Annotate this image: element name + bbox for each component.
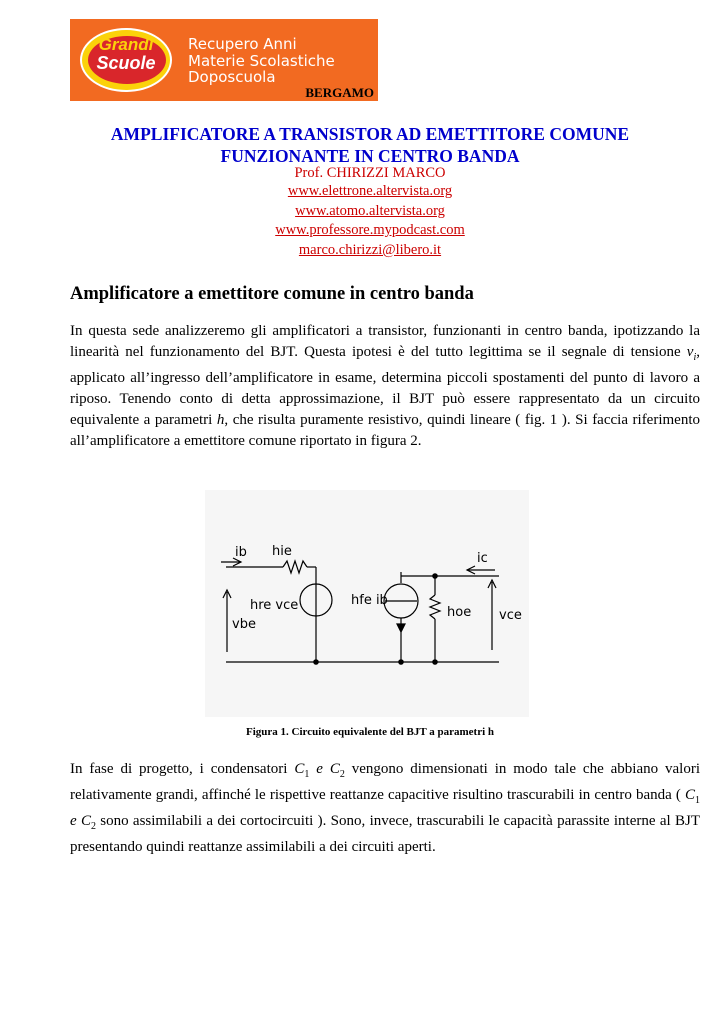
arrow-down [397,624,405,632]
junction-dot [314,660,318,664]
junction-dot [399,660,403,664]
link-podcast[interactable]: www.professore.mypodcast.com [275,222,465,238]
label-vce: vce [499,608,522,623]
circuit-diagram [205,490,529,717]
symbol-c2-sub: 2 [339,769,345,780]
label-ib: ib [235,545,247,560]
text-run: , applicato all’ingresso dell’amplificatore in esame, determina piccoli spostamenti del punto di lavoro a riposo. Tenendo conto di detta approssimazione, il BJT può essere rappresentato da un circuito equivalente a parametri [70,344,700,428]
banner-line: Recupero Anni [188,35,297,53]
paragraph-intro [70,321,700,452]
text-run: In questa sede analizzeremo gli amplificatori a transistor, funzionanti in centro banda, ipotizzando la linearità nel funzionamento del BJT. Questa ipotesi è del tutto legittima se il segnale di tensione [70,323,700,360]
symbol-c1: C [294,761,305,777]
symbol-h: h [216,412,225,428]
banner-line: Materie Scolastiche [188,51,335,70]
text-run: , che risulta puramente resistivo, quindi lineare ( fig. 1 ). Si faccia riferimento all’amplificatore a emettitore comune riportato in figura 2. [70,412,700,449]
city-label: BERGAMO [287,84,377,101]
label-hie: hie [272,544,292,559]
junction-dot [433,660,437,664]
banner-text [188,36,335,86]
link-email[interactable]: marco.chirizzi@libero.it [298,241,442,258]
label-hfe: hfe ib [351,593,388,608]
contact-links [40,182,700,260]
label-hre: hre vce [250,598,299,613]
symbol-c1-sub: 1 [695,795,700,806]
label-ic: ic [477,551,488,566]
title-line-2: FUNZIONANTE IN CENTRO BANDA [220,146,520,166]
figure-1 [205,490,529,717]
paragraph-design [70,759,700,858]
resistor-hoe [430,595,440,619]
symbol-c2-sub: 2 [90,821,96,832]
logo-text-top: Grandi [98,35,154,54]
junction-dot [433,574,437,578]
symbol-vi-sub: i [693,352,697,363]
symbol-c2: C [329,761,340,777]
document-title [40,123,700,167]
symbol-vi: v [686,344,694,360]
text-run: sono assimilabili a dei cortocircuiti ). Sono, invece, trascurabili le capacità parassite interne al BJT presentando quindi reattanze assimilabili a dei circuiti aperti. [70,813,700,855]
author-name: Prof. CHIRIZZI MARCO [294,165,446,181]
label-hoe: hoe [447,605,472,620]
banner-line: Doposcuola [188,68,276,86]
figure-caption: Figura 1. Circuito equivalente del BJT a parametri h [246,726,494,738]
title-line-1: AMPLIFICATORE A TRANSISTOR AD EMETTITORE COMUNE [110,124,630,144]
section-heading: Amplificatore a emettitore comune in centro banda [70,284,474,304]
symbol-e: e [70,813,81,829]
logo-text-bottom: Scuole [96,53,156,73]
link-atomo[interactable]: www.atomo.altervista.org [295,202,445,219]
text-run: vengono dimensionati in modo tale che abbiano valori relativamente grandi, affinché le rispettive reattanze capacitive risultino trascurabili in centro banda ( [70,761,701,803]
symbol-e: e [309,761,330,777]
label-vbe: vbe [232,617,256,632]
resistor-hie [283,561,307,573]
text-run: In fase di progetto, i condensatori [70,761,295,777]
symbol-c2: C [80,813,91,829]
symbol-c1-sub: 1 [304,769,310,780]
symbol-c1: C [684,787,695,803]
link-elettrone[interactable]: www.elettrone.altervista.org [287,183,453,199]
